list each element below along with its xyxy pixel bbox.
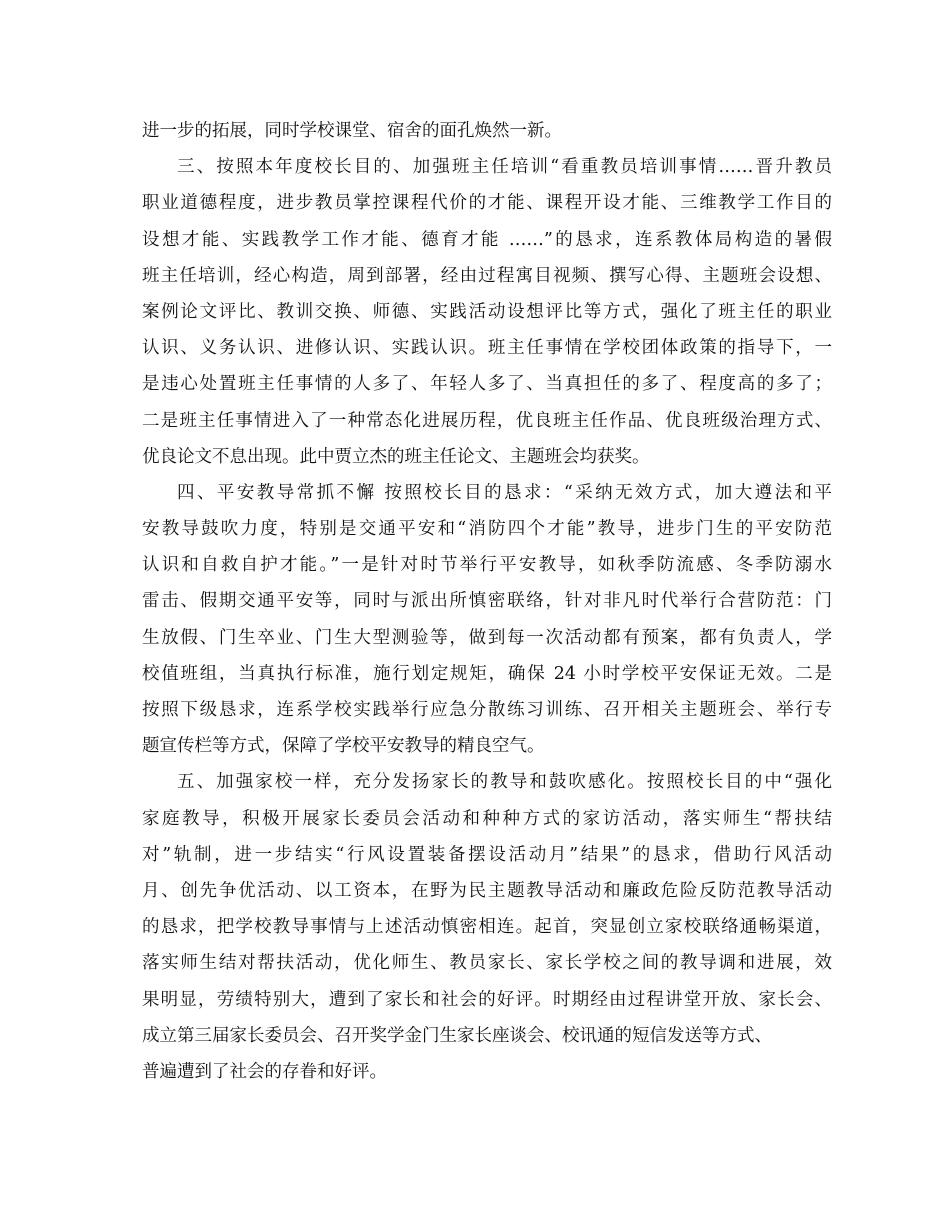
text-line: 题宣传栏等方式，保障了学校平安教导的精良空气。 — [142, 736, 545, 757]
text-line: 按照下级恳求，连系学校实践举行应急分散练习训练、召开相关主题班会、举行专 — [142, 700, 832, 720]
paragraph-3-first-line: 三、按照本年度校长目的、加强班主任培训“看重教员培训事情……晋升教员 — [177, 157, 832, 178]
text-line: 月、创先争优活动、以工资本，在野为民主题教导活动和廉政危险反防范教导活动 — [142, 880, 832, 901]
text-line: 二是班主任事情进入了一种常态化进展历程，优良班主任作品、优良班级治理方式、 — [142, 410, 832, 431]
paragraph-4-first-line: 四、平安教导常抓不懈 按照校长目的恳求：“采纳无效方式，加大遵法和平 — [177, 482, 832, 503]
text-line: 生放假、门生卒业、门生大型测验等，做到每一次活动都有预案，都有负责人，学 — [142, 627, 832, 648]
text-line: 校值班组，当真执行标准，施行划定规矩，确保 24 小时学校平安保证无效。二是 — [142, 663, 832, 684]
text-line: 认识、义务认识、进修认识、实践认识。班主任事情在学校团体政策的指导下，一 — [142, 338, 832, 359]
text-line: 案例论文评比、教训交换、师德、实践活动设想评比等方式，强化了班主任的职业 — [142, 301, 832, 322]
text-line: 优良论文不息出现。此中贾立杰的班主任论文、主题班会均获奖。 — [142, 446, 650, 467]
text-line: 家庭教导，积极开展家长委员会活动和种种方式的家访活动，落实师生“帮扶结 — [142, 808, 832, 829]
text-line: 班主任培训，经心构造，周到部署，经由过程寓目视频、撰写心得、主题班会设想、 — [142, 265, 832, 286]
text-line: 是违心处置班主任事情的人多了、年轻人多了、当真担任的多了、程度高的多了； — [142, 374, 832, 395]
text-line: 果明显，劳绩特别大，遭到了家长和社会的好评。时期经由过程讲堂开放、家长会、 — [142, 989, 832, 1010]
text-line: 认识和自救自护才能。”一是针对时节举行平安教导，如秋季防流感、冬季防溺水 — [142, 555, 832, 576]
text-line: 安教导鼓吹力度，特别是交通平安和“消防四个才能”教导，进步门生的平安防范 — [142, 519, 832, 540]
text-line: 落实师生结对帮扶活动，优化师生、教员家长、家长学校之间的教导调和进展，效 — [142, 953, 832, 974]
text-line: 对”轨制，进一步结实“行风设置装备摆设活动月”结果”的恳求，借助行风活动 — [142, 844, 832, 865]
text-line: 雷击、假期交通平安等，同时与派出所慎密联络，针对非凡时代举行合营防范：门 — [142, 591, 832, 612]
text-line: 职业道德程度，进步教员掌控课程代价的才能、课程开设才能、三维教学工作目的 — [142, 193, 832, 214]
body-text — [142, 113, 832, 1090]
text-line: 进一步的拓展，同时学校课堂、宿舍的面孔焕然一新。 — [142, 121, 562, 141]
paragraph-5-first-line: 五、加强家校一样，充分发扬家长的教导和鼓吹感化。按照校长目的中“强化 — [177, 772, 832, 793]
text-line: 普遍遭到了社会的存眷和好评。 — [142, 1061, 387, 1082]
text-line: 设想才能、实践教学工作才能、德育才能 ……”的恳求，连系教体局构造的暑假 — [142, 229, 832, 250]
text-line: 的恳求，把学校教导事情与上述活动慎密相连。起首，突显创立家校联络通畅渠道， — [142, 917, 832, 938]
text-line: 成立第三届家长委员会、召开奖学金门生家长座谈会、校讯通的短信发送等方式、 — [142, 1025, 772, 1046]
